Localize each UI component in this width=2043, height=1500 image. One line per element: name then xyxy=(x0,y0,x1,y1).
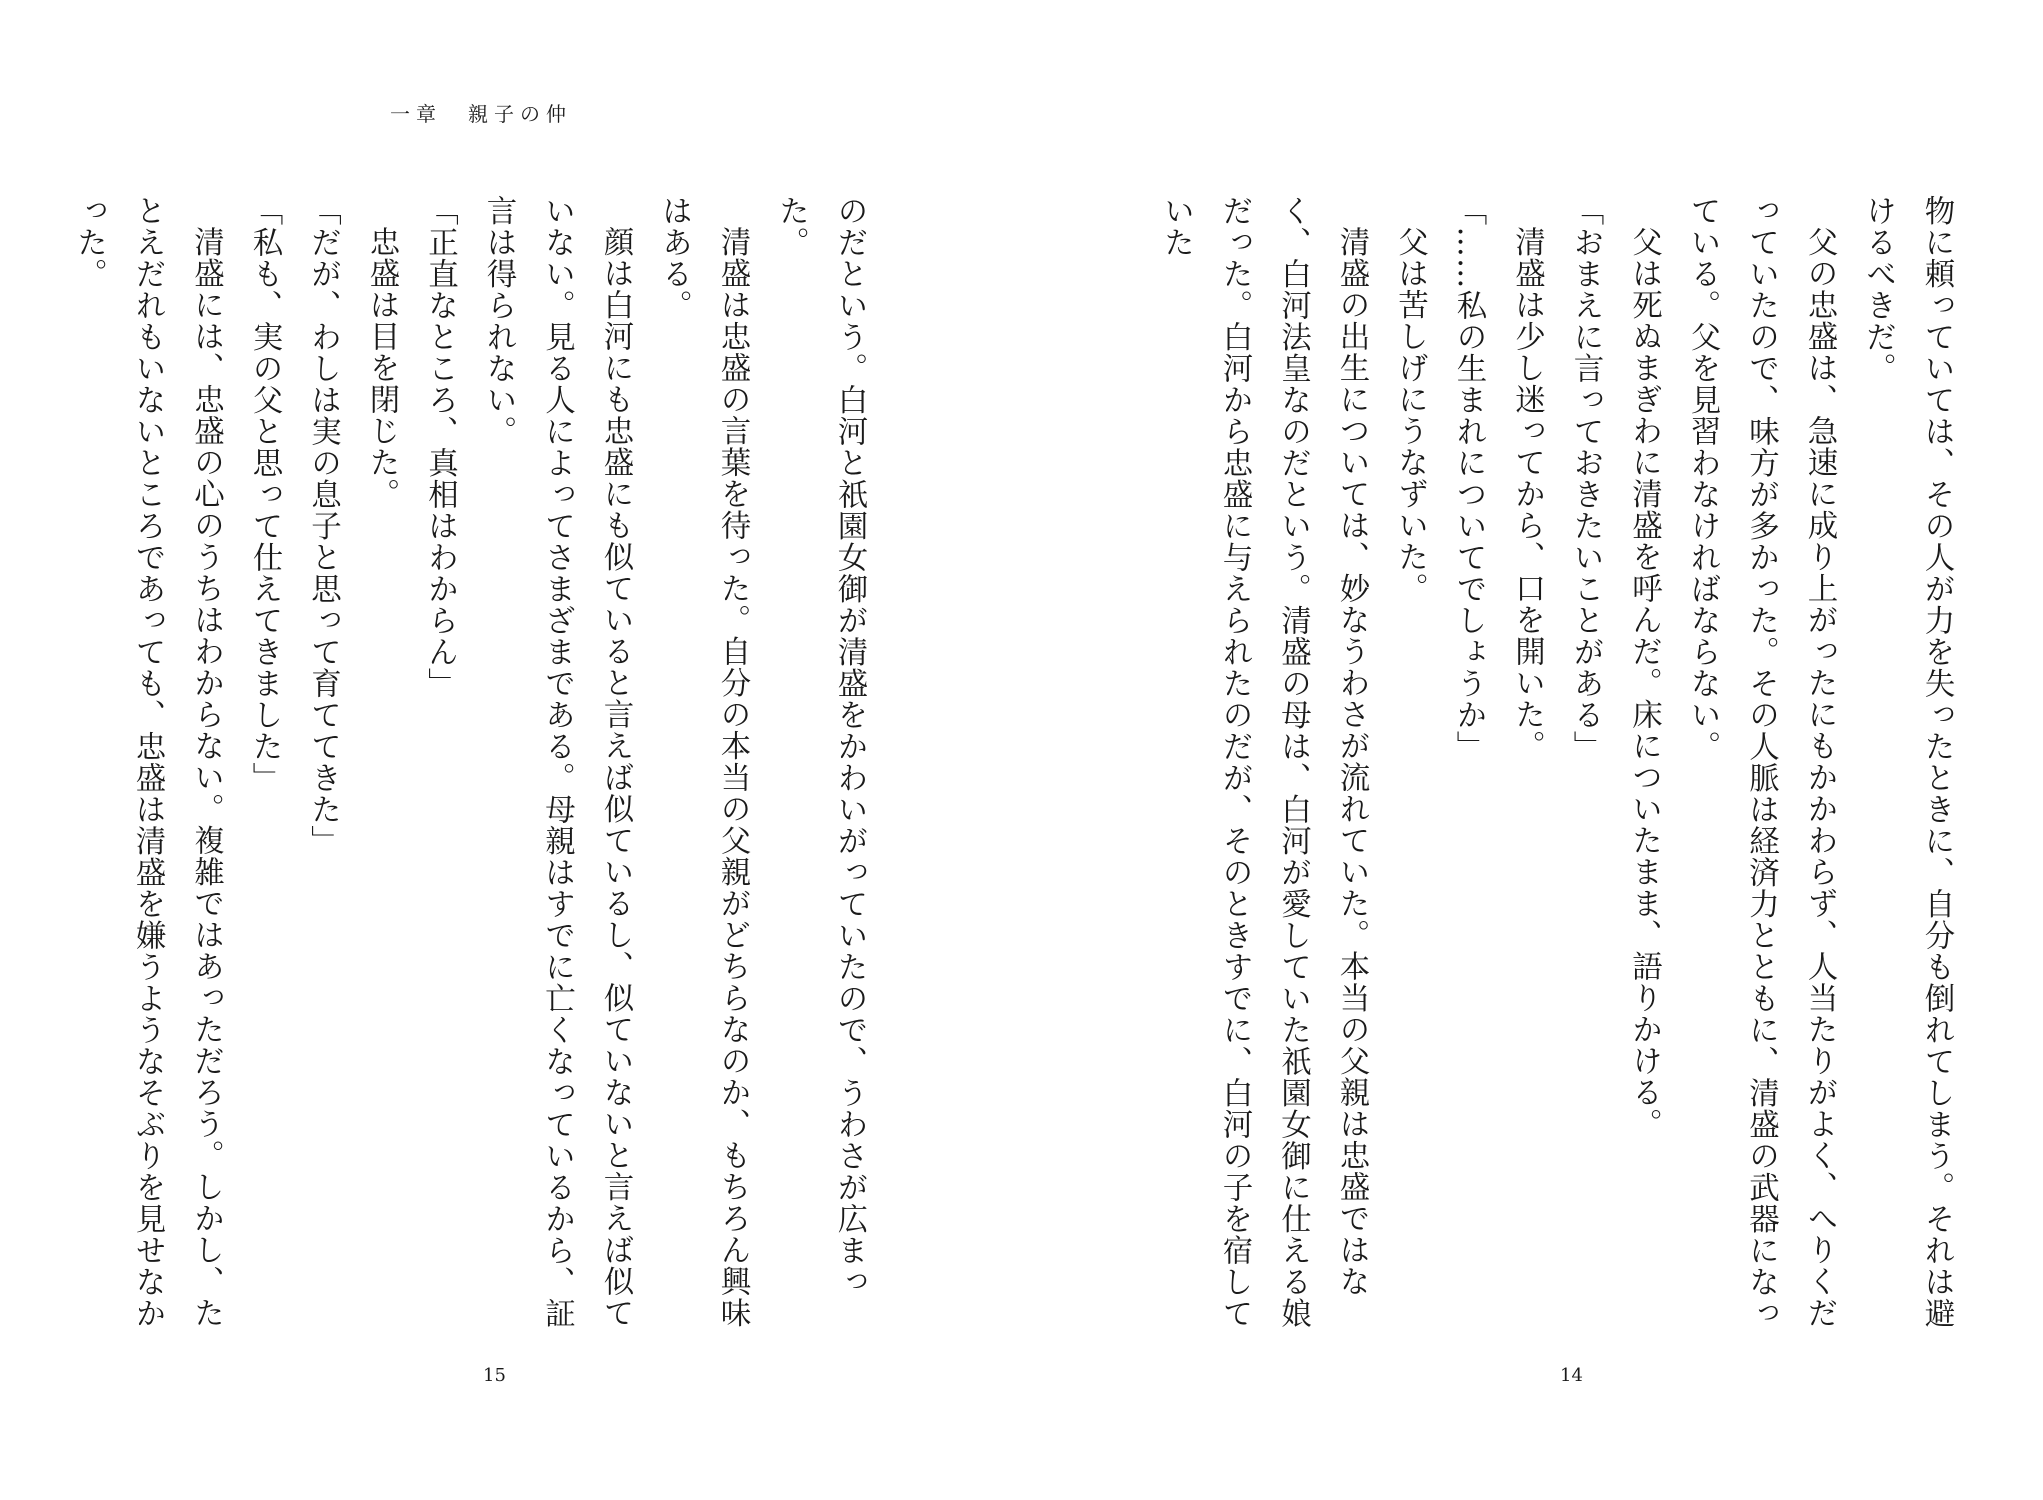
paragraph: 清盛には、忠盛の心のうちはわからない。複雑ではあっただろう。しかし、たとえだれもいないところであっても、忠盛は清盛を嫌うようなそぶりを見せなかった。 xyxy=(71,195,224,1329)
left-page xyxy=(0,0,1021,1500)
paragraph: 父は苦しげにうなずいた。 xyxy=(1392,225,1428,604)
dialogue-line: 「……私の生まれについてでしょうか」 xyxy=(1451,195,1486,762)
running-head: 一章 親子の仲 xyxy=(390,102,572,126)
paragraph: 父の忠盛は、急速に成り上がったにもかかわらず、人当たりがよく、へりくだっていたので、味方が多かった。その人脈は経済力とともに、清盛の武器になっている。父を見習わなければならない。 xyxy=(1685,195,1837,1329)
paragraph: 清盛の出生については、妙なうわさが流れていた。本当の父親は忠盛ではなく、白河法皇なのだという。清盛の母は、白河が愛していた祇園女御に仕える娘だった。白河から忠盛に与えられたのだが、そのときすでに、白河の子を宿していた xyxy=(1158,195,1369,1329)
dialogue-line: 「正直なところ、真相はわからん」 xyxy=(422,195,458,699)
left-body-text xyxy=(71,195,878,1345)
dialogue-line: 「だが、わしは実の息子と思って育ててきた」 xyxy=(305,195,341,857)
paragraph: 忠盛は目を閉じた。 xyxy=(364,225,399,509)
paragraph: 物に頼っていては、その人が力を失ったときに、自分も倒れてしまう。それは避けるべきだ。 xyxy=(1860,195,1954,1329)
paragraph: のだという。白河と祇園女御が清盛をかわいがっていたので、うわさが広まった。 xyxy=(773,195,867,1298)
right-body-text xyxy=(1158,195,1965,1345)
paragraph: 顔は白河にも忠盛にも似ていると言えば似ているし、似ていないと言えば似ていない。見る人によってさまざまである。母親はすでに亡くなっているから、証言は得られない。 xyxy=(481,195,633,1329)
page-number: 15 xyxy=(483,1365,506,1386)
page-number: 14 xyxy=(1560,1365,1583,1386)
paragraph: 清盛は少し迷ってから、口を開いた。 xyxy=(1509,225,1545,761)
dialogue-line: 「私も、実の父と思って仕えてきました」 xyxy=(247,195,282,794)
dialogue-line: 「おまえに言っておきたいことがある」 xyxy=(1568,195,1603,762)
right-page xyxy=(1021,0,2042,1500)
paragraph: 父は死ぬまぎわに清盛を呼んだ。床についたまま、語りかける。 xyxy=(1626,225,1662,1139)
paragraph: 清盛は忠盛の言葉を待った。自分の本当の父親がどちらなのか、もちろん興味はある。 xyxy=(656,195,750,1328)
